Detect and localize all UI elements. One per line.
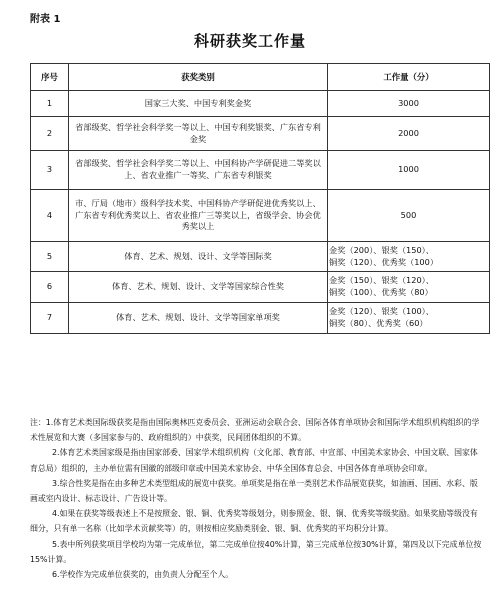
row-category: 国家三大奖、中国专利奖金奖 [69,91,328,117]
note-item: 3.综合性奖是指在由多种艺术类型组成的展览中获奖。单项奖是指在单一类别艺术作品展览获奖，如油画、国画、水彩、版画或室内设计、标志设计、广告设计等。 [30,478,478,504]
row-no: 3 [31,151,69,190]
row-no: 4 [31,190,69,242]
workload-line: 铜奖（100）、优秀奖（80） [329,287,433,297]
page-title: 科研获奖工作量 [193,32,306,50]
header-category: 获奖类别 [69,64,328,91]
table-row [31,190,490,242]
row-workload [328,242,490,272]
workload-line: 2000 [398,127,419,138]
note-item: 4.如果在获奖等级表述上不是按照金、银、铜、优秀奖等级划分，则参照金、银、铜、优秀奖等级奖励。如果奖励等级没有细分，只有单一名称（比如学术贡献奖等）的，则按相应奖励类别金、银、铜、优秀奖的平均积分计算。 [30,509,478,534]
header-workload: 工作量（分） [328,64,490,91]
table-row [31,303,490,334]
table-row [31,272,490,303]
award-workload-table [30,63,490,334]
header-no: 序号 [31,64,69,91]
table-row [31,242,490,272]
row-category: 市、厅局（地市）级科学技术奖、中国科协产学研促进优秀奖以上、广东省专利优秀奖以上、省农业推广三等奖以上，省级学会、协会优秀奖以上 [69,190,328,242]
row-workload [328,190,490,242]
table-header-row [31,64,490,91]
table-row [31,117,490,151]
note-item: 6.学校作为完成单位获奖的，由负责人分配至个人。 [52,570,234,580]
row-workload [328,151,490,190]
note-item: 2.体育艺术类国家级是指由国家部委、国家学术组织机构（文化部、教育部、中宣部、中国美术家协会、中国文联、国家体育总局）组织的，主办单位需有国徽的部级印章或中国美术家协会、中华全国体育总会、中国各体育单项协会印章。 [30,448,478,473]
note-item: 5.表中所列获奖项目学校均为第一完成单位，第二完成单位按40%计算，第三完成单位按30%计算，第四及以下完成单位按15%计算。 [30,539,482,564]
workload-line: 金奖（120）、银奖（100）、 [329,306,434,317]
workload-line: 金奖（150）、银奖（120）、 [329,275,434,286]
note-item: 注：1.体育艺术类国际级获奖是指由国际奥林匹克委员会、亚洲运动会联合会、国际各体育单项协会和国际学术组织机构组织的学术性展览和大赛（多国家参与的、政府组织的）中获奖，民间团体组织的不算。 [30,418,480,443]
table-row [31,151,490,190]
row-no: 6 [31,272,69,303]
row-no: 5 [31,242,69,272]
workload-line: 1000 [398,164,419,175]
row-category: 体育、艺术、规划、设计、文学等国家单项奖 [69,303,328,334]
row-category: 体育、艺术、规划、设计、文学等国家综合性奖 [69,272,328,303]
row-category: 体育、艺术、规划、设计、文学等国际奖 [69,242,328,272]
workload-line: 铜奖（80）、优秀奖（60） [329,318,428,328]
table-row [31,91,490,117]
row-no: 7 [31,303,69,334]
workload-line: 3000 [398,97,419,108]
row-category: 省部级奖、哲学社会科学奖二等以上、中国科协产学研促进二等奖以上、省农业推广一等奖、广东省专利银奖 [69,151,328,190]
row-category: 省部级奖、哲学社会科学奖一等以上、中国专利奖银奖、广东省专利金奖 [69,117,328,151]
notes-section [30,415,485,582]
workload-line: 铜奖（120）、优秀奖（100） [329,256,439,267]
row-no: 1 [31,91,69,117]
row-workload [328,91,490,117]
row-workload [328,303,490,334]
attachment-label: 附表 1 [30,14,61,25]
workload-line: 500 [400,209,417,220]
row-workload [328,117,490,151]
row-workload [328,272,490,303]
row-no: 2 [31,117,69,151]
workload-line: 金奖（200）、银奖（150）、 [329,244,434,255]
